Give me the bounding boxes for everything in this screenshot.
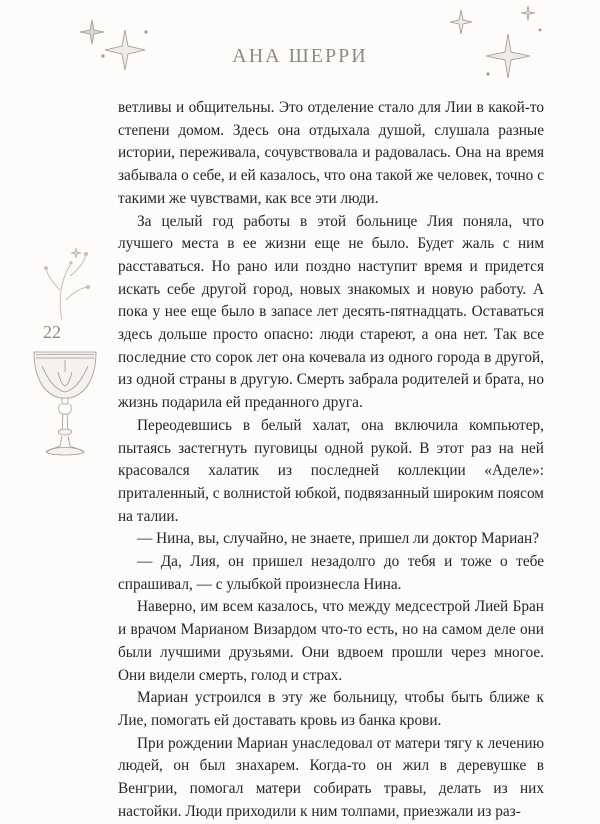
page-number: 22 xyxy=(43,322,61,342)
sparkle-icon xyxy=(521,6,535,20)
sparkle-icon xyxy=(80,20,104,44)
paragraph: Мариан устроился в эту же больницу, чтобы быть ближе к Лие, помогать ей доставать кровь из банка крови. xyxy=(118,689,544,729)
body-text xyxy=(118,97,544,824)
goblet-illustration xyxy=(34,352,96,455)
foliage-ornament xyxy=(45,248,90,320)
paragraph: Наверно, им всем казалось, что между медсестрой Лией Бран и врачом Марианом Визардом что-то есть, но на самом деле они были лучшими друзьями. Они вдвоем прошли через многое. Они видели смерть, голод и страх. xyxy=(118,598,544,684)
running-head: АНА ШЕРРИ xyxy=(232,45,368,67)
paragraph: ветливы и общительны. Это отделение стало для Лии в какой-то степени домом. Здесь она отдыхала душой, слушала разные истории, переживала, сочувствовала и радовалась. Она на время забывала о себе, и ей казалось, что она такой же человек, точно с такими же чувствами, как все эти люди. xyxy=(118,99,544,207)
sparkle-icon xyxy=(450,10,472,34)
dialogue-line: — Да, Лия, он пришел незадолго до тебя и тоже о тебе спрашивал, — с улыбкой произнесла Нина. xyxy=(118,553,544,593)
paragraph: Переодевшись в белый халат, она включила компьютер, пытаясь застегнуть пуговицы одной рукой. В этот раз на ней красовался халатик из последней коллекции «Аделе»: приталенный, с волнистой юбкой, подвязанный широким поясом на талии. xyxy=(118,416,544,525)
paragraph: При рождении Мариан унаследовал от матери тягу к лечению людей, он был знахарем. Когда-то он жил в деревушке в Венгрии, помогал матери собирать травы, делать из них настойки. Люди приходили к ним толпами, приезжали из раз- xyxy=(118,734,544,820)
paragraph: За целый год работы в этой больнице Лия поняла, что лучшего места в ее жизни еще не было. Будет жаль с ним расставаться. Но рано или поздно наступит время и придется искать себе другой город, новых знакомых и новую работу. А пока у нее еще было в запасе лет десять-пятнадцать. Оставаться здесь дольше просто опасно: люди стареют, а она нет. Так все последние сто сорок лет она кочевала из одного города в другой, из одной страны в другую. Смерть забрала родителей и брата, но жизнь подарила ей преданного друга. xyxy=(118,212,544,412)
dialogue-line: — Нина, вы, случайно, не знаете, пришел ли доктор Мариан? xyxy=(137,530,540,548)
